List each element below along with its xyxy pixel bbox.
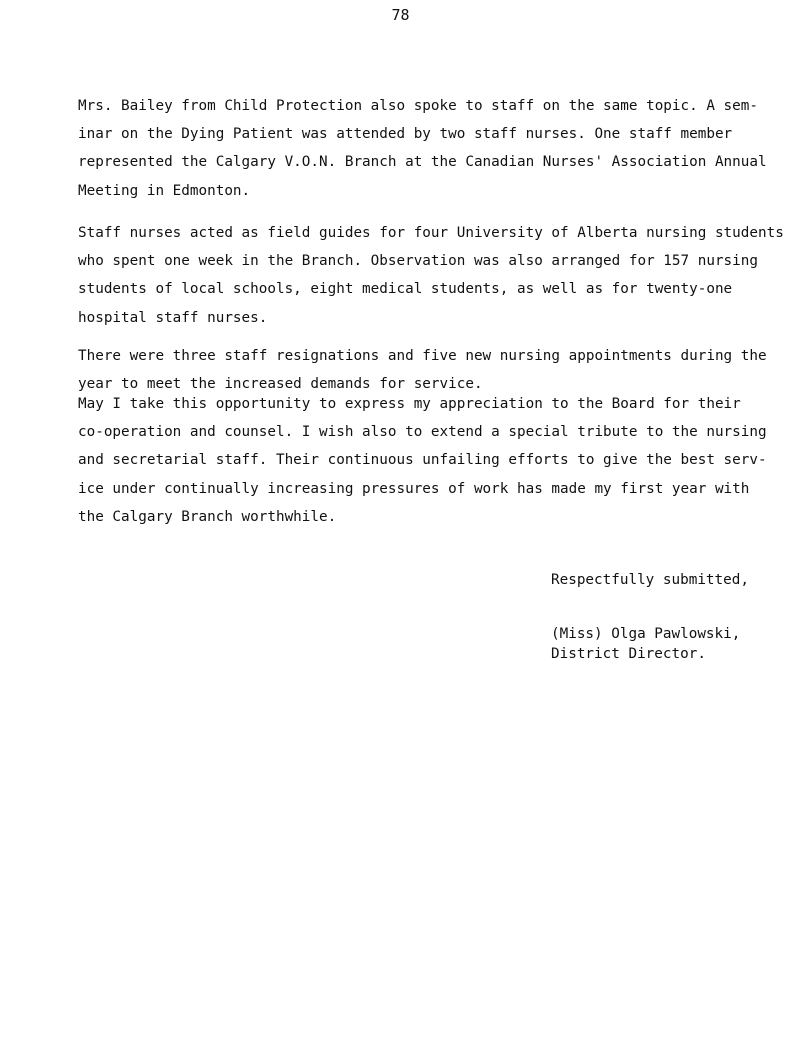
- paragraph-line: students of local schools, eight medical students, as well as for twenty-one: [78, 281, 733, 298]
- paragraph-field-guides: [78, 219, 784, 332]
- paragraph-seminar: [78, 92, 778, 205]
- paragraph-appreciation: [78, 390, 778, 531]
- paragraph-line: hospital staff nurses.: [78, 309, 268, 326]
- paragraph-line: year to meet the increased demands for service.: [78, 376, 483, 393]
- paragraph-line: Mrs. Bailey from Child Protection also spoke to staff on the same topic. A sem-: [78, 98, 758, 114]
- page-number: 78: [391, 6, 410, 24]
- closing-salutation: [551, 570, 749, 590]
- signature-name: (Miss) Olga Pawlowski,: [551, 626, 741, 642]
- signature-title: District Director.: [551, 646, 706, 662]
- paragraph-line: May I take this opportunity to express my appreciation to the Board for their: [78, 396, 741, 412]
- paragraph-line: Staff nurses acted as field guides for four University of Alberta nursing students: [78, 225, 784, 241]
- paragraph-line: and secretarial staff. Their continuous unfailing efforts to give the best serv-: [78, 452, 767, 469]
- paragraph-line: There were three staff resignations and five new nursing appointments during the: [78, 348, 767, 364]
- paragraph-line: the Calgary Branch worthwhile.: [78, 508, 337, 525]
- salutation-text: Respectfully submitted,: [551, 572, 749, 588]
- paragraph-line: Meeting in Edmonton.: [78, 182, 251, 199]
- paragraph-line: inar on the Dying Patient was attended by two staff nurses. One staff member: [78, 126, 733, 143]
- paragraph-line: represented the Calgary V.O.N. Branch at the Canadian Nurses' Association Annual: [78, 154, 767, 171]
- paragraph-line: who spent one week in the Branch. Observation was also arranged for 157 nursing: [78, 253, 758, 270]
- signature-block: [551, 624, 740, 664]
- paragraph-line: co-operation and counsel. I wish also to extend a special tribute to the nursing: [78, 424, 767, 441]
- paragraph-line: ice under continually increasing pressures of work has made my first year with: [78, 480, 750, 497]
